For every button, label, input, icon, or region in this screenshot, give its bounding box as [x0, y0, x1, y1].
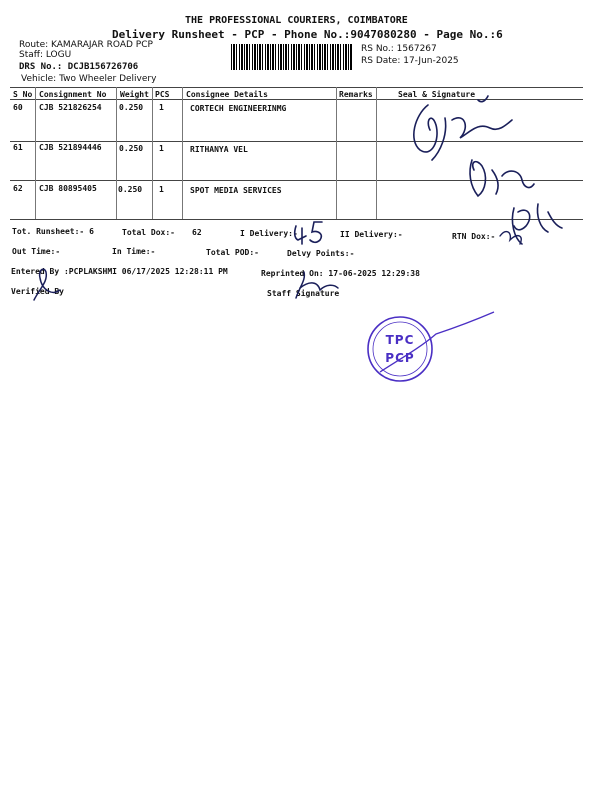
i-delivery-label: I Delivery:-: [240, 229, 298, 238]
svg-text:PCP: PCP: [385, 351, 415, 365]
row-sno: 62: [13, 184, 23, 193]
reprinted-on: Reprinted On: 17-06-2025 12:29:38: [261, 269, 420, 278]
row-consignee: CORTECH ENGINEERINMG: [190, 104, 287, 113]
drs-number: DRS No.: DCJB156726706: [19, 62, 139, 72]
rs-date: RS Date: 17-Jun-2025: [361, 56, 459, 66]
col-header-sno: S No: [13, 90, 33, 99]
col-header-pcs: PCS: [155, 90, 170, 99]
col-header-seal: Seal & Signature: [398, 90, 476, 99]
row-consignment: CJB 521826254: [39, 103, 102, 112]
col-header-weight: Weight: [120, 90, 149, 99]
row-sno: 60: [13, 103, 23, 112]
row-weight: 0.250: [119, 144, 144, 153]
rtn-dox-label: RTN Dox:-: [452, 232, 496, 241]
recipient-signature-1: [414, 96, 512, 160]
staff-signature-label: Staff Signature: [267, 289, 340, 298]
recipient-signature-3: [512, 204, 562, 244]
route-text: Route: KAMARAJAR ROAD PCP: [19, 40, 153, 50]
row-consignment: CJB 80895405: [39, 184, 97, 193]
staff-signature: [296, 272, 338, 298]
row-consignee: SPOT MEDIA SERVICES: [190, 186, 282, 195]
total-dox-label: Total Dox:-: [122, 228, 175, 237]
verifier-signature: [34, 269, 60, 300]
col-header-consignment: Consignment No: [39, 90, 107, 99]
out-time-label: Out Time:-: [12, 247, 61, 256]
in-time-label: In Time:-: [112, 247, 156, 256]
row-weight: 0.250: [118, 185, 143, 194]
delvy-points-label: Delvy Points:-: [287, 249, 355, 258]
rtn-dox-scribble: [500, 232, 521, 244]
total-pod-label: Total POD:-: [206, 248, 259, 257]
entered-by: Entered By :PCPLAKSHMI 06/17/2025 12:28:11 PM: [11, 267, 228, 276]
vehicle-text: Vehicle: Two Wheeler Delivery: [21, 74, 157, 84]
row-pcs: 1: [159, 144, 164, 153]
runsheet-title: Delivery Runsheet - PCP - Phone No.:9047080280 - Page No.:6: [112, 28, 503, 41]
tot-runsheet: Tot. Runsheet:- 6: [12, 227, 94, 236]
i-delivery-handwritten-45: [295, 222, 322, 244]
col-header-remarks: Remarks: [339, 90, 373, 99]
row-weight: 0.250: [119, 103, 144, 112]
svg-text:TPC: TPC: [385, 333, 415, 347]
recipient-signature-2: [470, 160, 534, 196]
rs-number: RS No.: 1567267: [361, 44, 437, 54]
company-title: THE PROFESSIONAL COURIERS, COIMBATORE: [185, 15, 408, 26]
staff-text: Staff: LOGU: [19, 50, 72, 60]
ii-delivery-label: II Delivery:-: [340, 230, 403, 239]
row-pcs: 1: [159, 103, 164, 112]
row-pcs: 1: [159, 185, 164, 194]
row-consignment: CJB 521894446: [39, 143, 102, 152]
tpc-pcp-stamp: [368, 312, 494, 381]
row-consignee: RITHANYA VEL: [190, 145, 248, 154]
verified-by: Verified By: [11, 287, 64, 296]
col-header-consignee: Consignee Details: [186, 90, 268, 99]
row-sno: 61: [13, 143, 23, 152]
total-dox-value: 62: [192, 228, 202, 237]
